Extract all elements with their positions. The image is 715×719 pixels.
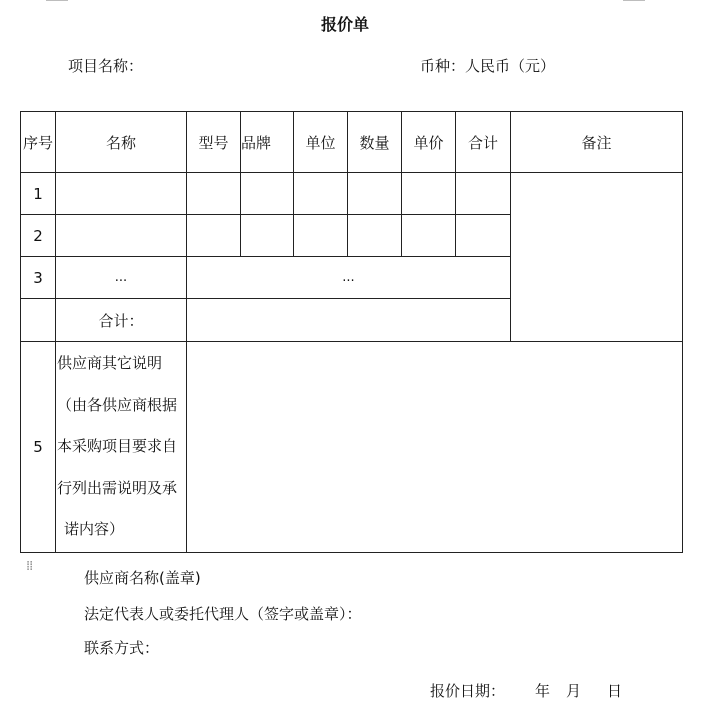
row-seq: 3 [21,257,56,299]
project-name-label: 项目名称： [68,57,144,75]
contact-label: 联系方式： [84,639,160,657]
note-row [21,342,683,553]
note-text [56,343,186,551]
date-year: 年 [535,682,551,700]
header-total: 合计 [456,112,511,173]
header-remarks: 备注 [511,112,683,173]
sum-value-cell[interactable] [187,299,511,342]
note-content-cell[interactable] [187,342,683,553]
remarks-cell[interactable] [511,173,683,342]
note-label-cell [56,342,187,553]
header-model: 型号 [187,112,241,173]
header-unit-price: 单价 [402,112,456,173]
brand-cell[interactable] [241,215,294,257]
document-title: 报价单 [320,15,369,34]
quote-date-label: 报价日期： [430,682,506,700]
total-cell[interactable] [456,215,511,257]
name-cell[interactable] [56,215,187,257]
page-corner-mark-right [623,0,645,5]
unit-cell[interactable] [294,215,348,257]
representative-label: 法定代表人或委托代理人（签字或盖章）： [84,605,362,623]
header-quantity: 数量 [348,112,402,173]
quote-table [20,111,683,553]
quantity-cell[interactable] [348,173,402,215]
supplier-name-label: 供应商名称(盖章) [84,569,201,587]
model-cell[interactable] [187,215,241,257]
note-line: 行列出需说明及承 [57,478,178,497]
brand-cell[interactable] [241,173,294,215]
row-seq: 1 [21,173,56,215]
date-day: 日 [607,682,623,700]
date-month: 月 [566,682,582,700]
drag-handle-icon[interactable]: ⁞⁞ [26,559,33,574]
row-seq [21,299,56,342]
header-name: 名称 [56,112,187,173]
note-line: 诺内容） [64,520,125,539]
currency-label: 币种：人民币（元） [420,57,556,75]
merged-cell-ellipsis: ... [187,257,511,299]
unit-cell[interactable] [294,173,348,215]
model-cell[interactable] [187,173,241,215]
quantity-cell[interactable] [348,215,402,257]
page-corner-mark-left [46,0,68,5]
note-line: 供应商其它说明 [57,354,163,373]
note-line: （由各供应商根据 [57,395,178,414]
unit-price-cell[interactable] [402,173,456,215]
total-cell[interactable] [456,173,511,215]
header-brand: 品牌 [241,112,294,173]
name-cell-ellipsis: ... [56,257,187,299]
name-cell[interactable] [56,173,187,215]
sum-label: 合计： [56,299,187,342]
header-unit: 单位 [294,112,348,173]
note-line: 本采购项目要求自 [57,437,178,456]
row-seq: 2 [21,215,56,257]
row-seq: 5 [21,342,56,553]
unit-price-cell[interactable] [402,215,456,257]
header-seq: 序号 [21,112,56,173]
table-row [21,173,683,215]
table-header-row [21,112,683,173]
